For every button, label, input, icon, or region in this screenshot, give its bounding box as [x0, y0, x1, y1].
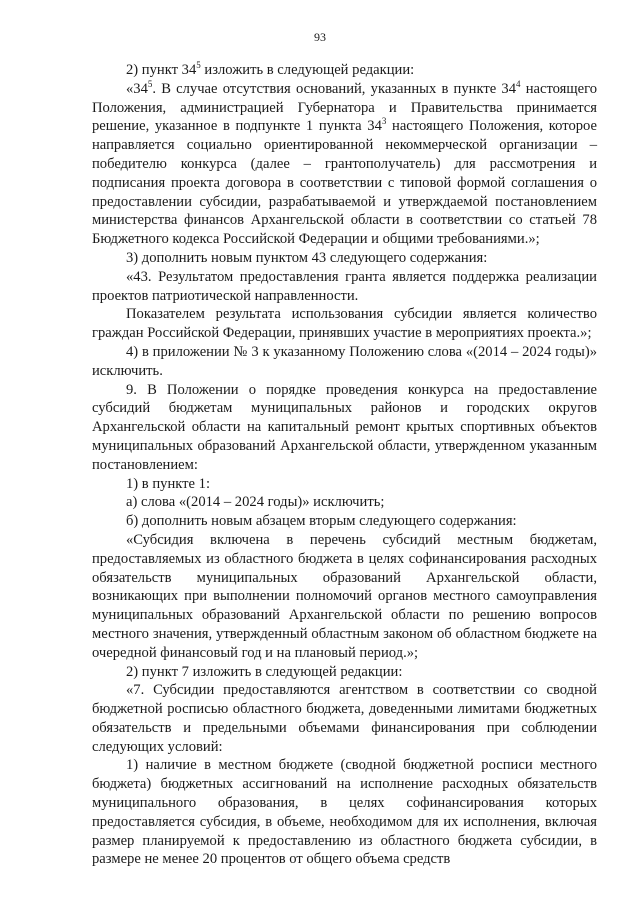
paragraph-p11 — [92, 531, 597, 663]
paragraph-p5 — [92, 305, 597, 343]
text-run: настоящего Положения, которое направляется социально ориентированной некоммерческой организации – победителю конкурса (далее – грантополучатель) для рассмотрения и подписания проекта договора в соответствии с типовой формой соглашения о предоставлении субсидии, разрабатываемой и утверждаемой постановлением министерства финансов Архангельской области в соответствии со статьей 78 Бюджетного кодекса Российской Федерации и общими требованиями.»; — [92, 118, 597, 248]
text-run: изложить в следующей редакции: — [200, 62, 415, 78]
text-run: 3) дополнить новым пунктом 43 следующего содержания: — [126, 249, 488, 266]
text-run: . В случае отсутствия оснований, указанных в пункте 34 — [152, 80, 516, 97]
paragraph-p2 — [92, 80, 597, 249]
text-run: а) слова «(2014 – 2024 годы)» исключить; — [126, 494, 385, 511]
text-run: «7. Субсидии предоставляются агентством в соответствии со сводной бюджетной росписью областного бюджета, доведенными лимитами бюджетных обязательств и предельными объемами финансирования при соблюдении следующих условий: — [92, 682, 597, 755]
paragraph-p14 — [92, 756, 597, 869]
paragraph-p7 — [92, 381, 597, 475]
paragraph-p1 — [92, 61, 597, 80]
text-run: «Субсидия включена в перечень субсидий местным бюджетам, предоставляемых из областного бюджета в целях софинансирования расходных обязательств муниципальных образований Архангельской области, возникающих при выполнении полномочий органов местного самоуправления муниципальных образований Архангельской области по решению вопросов местного значения, утвержденный областным законом об областном бюджете на очередной финансовый год и на плановый период.»; — [92, 531, 597, 661]
paragraph-p13 — [92, 681, 597, 756]
text-run: 2) пункт 7 изложить в следующей редакции: — [126, 663, 403, 680]
text-run: 9. В Положении о порядке проведения конкурса на предоставление субсидий бюджетам муниципальных районов и городских округов Архангельской области на капитальный ремонт крытых спортивных объектов муниципальных образований Архангельской области, утвержденном указанным постановлением: — [92, 381, 597, 473]
text-run: Показателем результата использования субсидии является количество граждан Российской Федерации, принявших участие в мероприятиях проекта.»; — [92, 306, 597, 342]
page-number: 93 — [314, 30, 326, 44]
text-run: «43. Результатом предоставления гранта является поддержка реализации проектов патриотической направленности. — [92, 268, 597, 304]
paragraph-p12 — [92, 663, 597, 682]
paragraph-p4 — [92, 268, 597, 306]
superscript: 4 — [516, 78, 521, 89]
superscript: 5 — [196, 60, 201, 70]
text-run: 1) наличие в местном бюджете (сводной бюджетной росписи местного бюджета) бюджетных ассигнований на исполнение расходных обязательств муниципального образования, в целях софинансирования которых предоставляется субсидия, в объеме, необходимом для их исполнения, включая размер планируемой к предоставлению из областного бюджета субсидии, в размере не менее 20 процентов от общего объема средств — [92, 757, 597, 868]
text-run: настоящего Положения, администрацией Губернатора и Правительства принимается решение, указанное в подпункте 1 пункта 34 — [92, 80, 598, 135]
paragraph-p10 — [92, 512, 597, 531]
text-run: 1) в пункте 1: — [126, 475, 211, 492]
text-run: б) дополнить новым абзацем вторым следующего содержания: — [126, 513, 517, 530]
superscript: 5 — [147, 78, 153, 89]
paragraph-p8 — [92, 475, 597, 494]
superscript: 3 — [381, 116, 387, 127]
paragraph-p6 — [92, 343, 597, 381]
text-run: «34 — [126, 80, 148, 97]
paragraph-p9 — [92, 493, 597, 512]
text-run: 4) в приложении № 3 к указанному Положению слова «(2014 – 2024 годы)» исключить. — [92, 343, 597, 379]
text-run: 2) пункт 34 — [126, 62, 197, 78]
paragraph-p3 — [92, 249, 597, 268]
document-body — [92, 61, 597, 869]
